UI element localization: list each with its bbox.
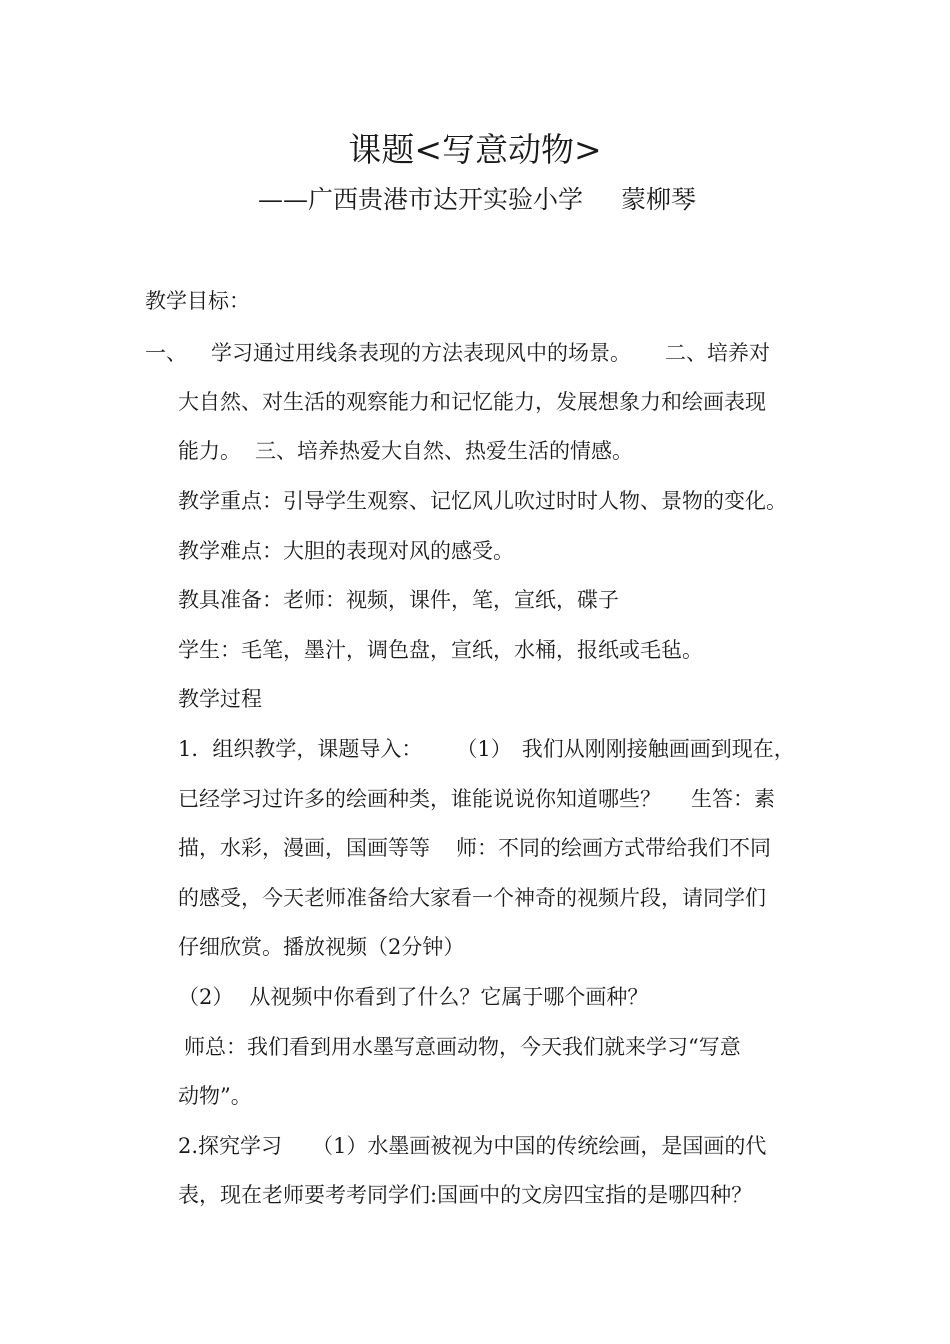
student-answer-start: 生答：素 xyxy=(691,787,775,811)
teacher-materials: 教具准备：老师：视频，课件，笔，宣纸，碟子 xyxy=(178,588,619,612)
page-title: 课题<写意动物> xyxy=(348,130,602,169)
step-1-line-6 xyxy=(178,982,648,1012)
step-2-text-a: （1）水墨画被视为中国的传统绘画，是国画的代 xyxy=(312,1134,767,1158)
step-1-line-4: 的感受，今天老师准备给大家看一个神奇的视频片段，请同学们 xyxy=(178,886,766,910)
step-1-line-1 xyxy=(178,734,795,764)
step-1-line-2 xyxy=(178,784,775,814)
author-name: 蒙柳琴 xyxy=(621,185,697,214)
goal-3-text: 三、培养热爱大自然、热爱生活的情感。 xyxy=(255,439,633,463)
goal-line-3 xyxy=(178,436,633,466)
sub-item-1-marker: （1） xyxy=(456,737,512,761)
student-materials: 学生：毛笔，墨汁，调色盘，宣纸，水桶，报纸或毛毡。 xyxy=(178,638,703,662)
difficult-points: 教学难点：大胆的表现对风的感受。 xyxy=(178,539,514,563)
goal-2-start: 二、培养对 xyxy=(665,341,770,365)
sub-item-2-marker: （2） xyxy=(178,985,234,1009)
teacher-summary-line-2: 动物”。 xyxy=(178,1084,252,1108)
school-name: ——广西贵港市达开实验小学 xyxy=(258,185,584,214)
step-2-heading: 2.探究学习 xyxy=(178,1134,283,1158)
step-1-line-5: 仔细欣赏。播放视频（2分钟） xyxy=(178,935,465,959)
goal-line-1 xyxy=(145,338,770,368)
goal-2-end: 能力。 xyxy=(178,439,241,463)
step-1-text-b: 已经学习过许多的绘画种类，谁能说说你知道哪些？ xyxy=(178,787,661,811)
process-heading: 教学过程 xyxy=(178,687,262,711)
subtitle-line xyxy=(258,183,696,217)
list-marker: 一、 xyxy=(145,341,187,365)
sub-item-2-text: 从视频中你看到了什么？它属于哪个画种？ xyxy=(249,985,649,1009)
student-answer-end: 描，水彩，漫画，国画等等 xyxy=(178,836,430,860)
step-2-line-2: 表，现在老师要考考同学们:国画中的文房四宝指的是哪四种？ xyxy=(178,1183,753,1207)
step-2-line-1 xyxy=(178,1131,766,1161)
teacher-summary-line-1: 师总：我们看到用水墨写意画动物，今天我们就来学习“写意 xyxy=(184,1035,741,1059)
step-1-line-3 xyxy=(178,833,771,863)
goal-1-text: 学习通过用线条表现的方法表现风中的场景。 xyxy=(211,341,631,365)
goal-line-2: 大自然、对生活的观察能力和记忆能力，发展想象力和绘画表现 xyxy=(178,390,766,414)
step-1-heading: 1．组织教学，课题导入： xyxy=(178,737,423,761)
key-points: 教学重点：引导学生观察、记忆风儿吹过时时人物、景物的变化。 xyxy=(178,489,787,513)
step-1-text-a: 我们从刚刚接触画画到现在， xyxy=(521,737,795,761)
teacher-remark-start: 师：不同的绘画方式带给我们不同 xyxy=(456,836,771,860)
goals-heading: 教学目标： xyxy=(145,289,250,313)
